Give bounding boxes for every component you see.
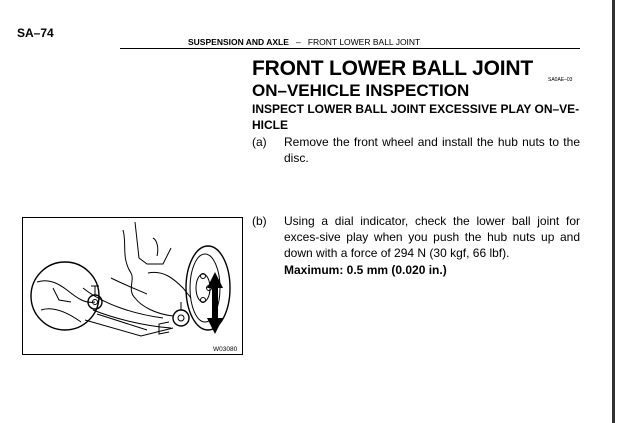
section-title: FRONT LOWER BALL JOINT <box>252 57 534 80</box>
step-a-label: (a) <box>252 135 267 149</box>
header-section: SUSPENSION AND AXLE <box>188 37 289 47</box>
page-edge <box>612 0 615 423</box>
section-subtitle: ON–VEHICLE INSPECTION <box>252 81 470 100</box>
header-separator: – <box>296 37 301 47</box>
document-code: SA0AE–03 <box>548 77 573 83</box>
step-b-text: Using a dial indicator, check the lower ball joint for exces-sive play when you push the hub nuts up and down with a force of 294 N (30 kgf, 66 lbf). <box>284 214 580 260</box>
ball-joint-diagram <box>23 218 243 355</box>
illustration-figure <box>22 217 243 355</box>
procedure-heading: INSPECT LOWER BALL JOINT EXCESSIVE PLAY ON–VE-HICLE <box>252 102 580 132</box>
header-topic: FRONT LOWER BALL JOINT <box>307 37 421 47</box>
step-a-text: Remove the front wheel and install the hub nuts to the disc. <box>284 135 580 165</box>
header-rule <box>120 48 580 49</box>
page-header <box>188 37 420 47</box>
step-b-spec: Maximum: 0.5 mm (0.020 in.) <box>284 263 447 277</box>
figure-code: W03080 <box>213 346 238 353</box>
page-number: SA–74 <box>17 26 54 40</box>
step-b-label: (b) <box>252 214 267 228</box>
